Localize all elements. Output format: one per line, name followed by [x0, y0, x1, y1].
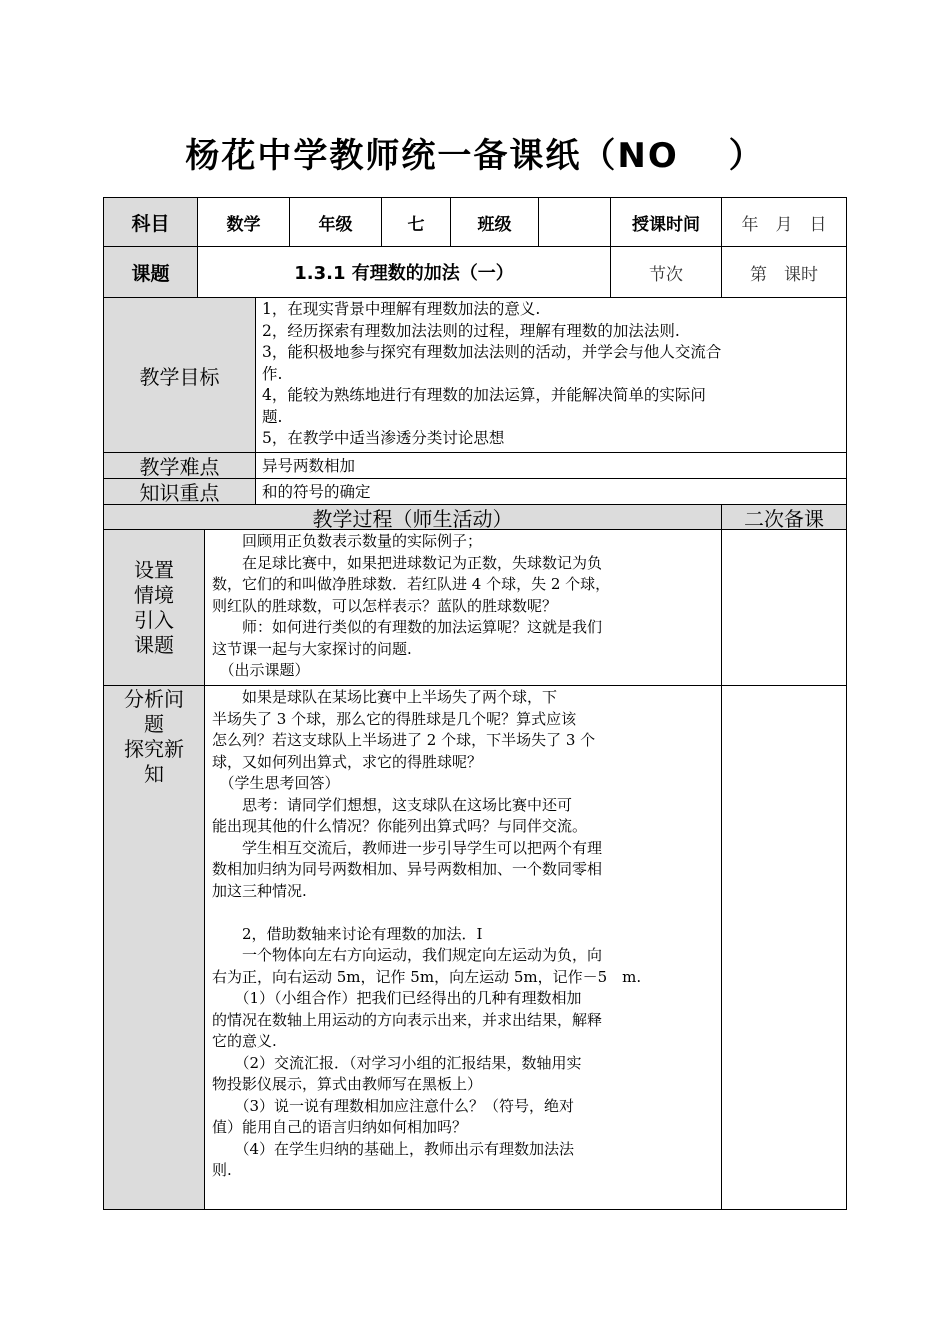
grade-value: 七	[407, 214, 425, 235]
content-line: 的情况在数轴上用运动的方向表示出来，并求出结果，解释	[212, 1010, 603, 1029]
section2-label: 分析问 题 探究新 知	[124, 687, 184, 786]
table-border-right	[846, 197, 847, 1210]
content-line: 师：如何进行类似的有理数的加法运算呢？这就是我们	[212, 618, 603, 636]
goal-line: 4，能较为熟练地进行有理数的加法运算，并能解决简单的实际问	[262, 386, 706, 404]
subject-label: 科目	[131, 212, 170, 235]
content-line: 回顾用正负数表示数量的实际例子；	[212, 532, 483, 550]
goals-list	[262, 299, 842, 452]
goal-line: 3，能积极地参与探究有理数加法法则的活动，并学会与他人交流合	[262, 343, 722, 361]
content-line: 物投影仪展示，算式由教师写在黑板上）	[212, 1075, 483, 1093]
section1-content	[212, 531, 718, 682]
content-line: 学生相互交流后，教师进一步引导学生可以把两个有理	[212, 838, 603, 857]
content-line: 球，又如何列出算式，求它的得胜球呢？	[212, 752, 483, 771]
content-line: 则红队的胜球数，可以怎样表示？蓝队的胜球数呢？	[212, 596, 558, 615]
table-rule	[103, 685, 847, 686]
second-prep-header: 二次备课	[744, 506, 824, 531]
content-line: （4）在学生归纳的基础上，教师出示有理数加法法	[212, 1139, 575, 1158]
content-line: 则.	[212, 1161, 232, 1179]
content-line: （1）（小组合作）把我们已经得出的几种有理数相加	[212, 989, 582, 1007]
content-line: 这节课一起与大家探讨的问题.	[212, 639, 412, 658]
table-rule	[255, 297, 256, 504]
subject-value: 数学	[226, 214, 261, 235]
content-line: 思考：请同学们想想，这支球队在这场比赛中还可	[212, 795, 573, 814]
content-line: （2）交流汇报．（对学习小组的汇报结果，数轴用实	[212, 1053, 582, 1072]
content-line: （3）说一说有理数相加应注意什么？（符号，绝对	[212, 1096, 575, 1115]
goal-line: 题.	[262, 407, 283, 426]
difficulty-label: 教学难点	[139, 455, 220, 479]
content-line: 半场失了 3 个球，那么它的得胜球是几个呢？算式应该	[212, 709, 577, 728]
topic-label: 课题	[131, 262, 170, 285]
content-line: 值）能用自己的语言归纳如何相加吗？	[212, 1118, 468, 1136]
content-line: 一个物体向左右方向运动，我们规定向左运动为负，向	[212, 946, 603, 964]
process-header: 教学过程（师生活动）	[312, 506, 513, 531]
page-title: 杨花中学教师统一备课纸（NO ）	[185, 136, 765, 176]
content-line: 它的意义.	[212, 1032, 277, 1050]
difficulty-value: 异号两数相加	[262, 457, 356, 475]
time-label: 授课时间	[632, 214, 700, 235]
content-line: （学生思考回答）	[212, 774, 340, 792]
goal-line: 作.	[262, 364, 283, 383]
goal-line: 1，在现实背景中理解有理数加法的意义.	[262, 300, 541, 318]
content-line: 怎么列？若这支球队上半场进了 2 个球，下半场失了 3 个	[212, 731, 596, 749]
topic-value: 1.3.1 有理数的加法（一）	[294, 263, 514, 284]
section1-label: 设置 情境 引入 课题	[134, 558, 174, 657]
section-label: 节次	[649, 264, 683, 285]
table-rule	[204, 529, 205, 1209]
content-line: 右为正，向右运动 5m，记作 5m，向左运动 5m，记作－5 m.	[212, 967, 642, 986]
content-line: 数相加归纳为同号两数相加、异号两数相加、一个数同零相	[212, 860, 603, 878]
goal-line: 2，经历探索有理数加法法则的过程，理解有理数的加法法则.	[262, 321, 680, 340]
time-value: 年 月 日	[741, 214, 827, 235]
content-line: 数，它们的和叫做净胜球数．若红队进 4 个球，失 2 个球，	[212, 575, 611, 593]
goal-line: 5，在教学中适当渗透分类讨论思想	[262, 429, 505, 447]
keypoint-label: 知识重点	[139, 481, 220, 505]
content-line: 能出现其他的什么情况？你能列出算式吗？与同伴交流。	[212, 817, 588, 835]
content-line	[212, 902, 718, 924]
class-value	[539, 198, 610, 246]
table-rule	[721, 504, 722, 1209]
section2-content	[212, 687, 718, 1182]
keypoint-value: 和的符号的确定	[262, 483, 371, 501]
class-label: 班级	[477, 214, 512, 235]
table-border-bottom	[103, 1209, 847, 1210]
goals-label: 教学目标	[139, 364, 220, 389]
content-line: 加这三种情况.	[212, 881, 307, 900]
period-value: 第 课时	[750, 264, 818, 285]
content-line: （出示课题）	[212, 661, 310, 679]
content-line: 在足球比赛中，如果把进球数记为正数，失球数记为负	[212, 553, 603, 572]
content-line: 2，借助数轴来讨论有理数的加法．I	[212, 924, 483, 943]
grade-label: 年级	[318, 214, 353, 235]
content-line: 如果是球队在某场比赛中上半场失了两个球，下	[212, 688, 558, 706]
